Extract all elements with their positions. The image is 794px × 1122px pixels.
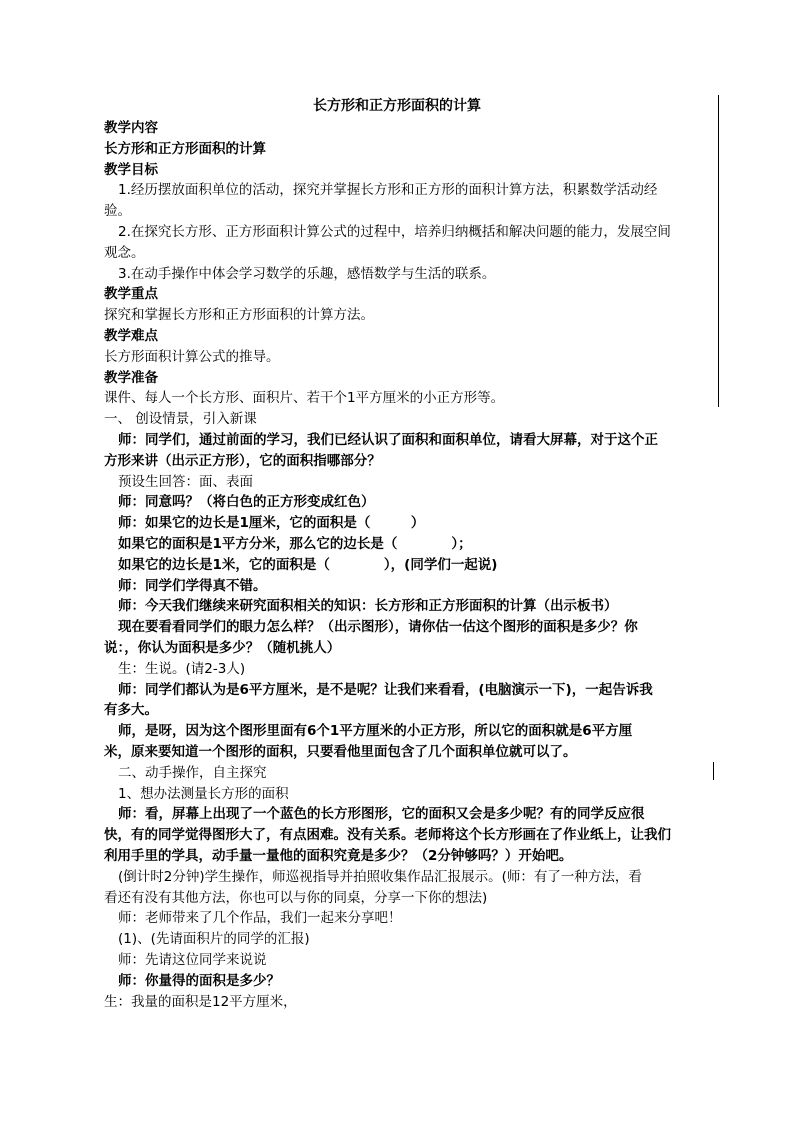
text-line: 方形来讲（出示正方形），它的面积指哪部分？ (104, 452, 381, 469)
document-title: 长方形和正方形面积的计算 (313, 98, 481, 114)
text-line: 利用手里的学具，动手量一量他的面积究竟是多少？（2分钟够吗？）开始吧。 (104, 848, 573, 864)
text-line: 二、动手操作，自主探究 (118, 764, 267, 781)
text-line: 预设生回答：面、表面 (118, 473, 253, 490)
text-line: 探究和掌握长方形和正方形面积的计算方法。 (104, 307, 374, 324)
text-line: 长方形面积计算公式的推导。 (104, 348, 280, 365)
text-line: 师：看，屏幕上出现了一个蓝色的长方形图形，它的面积又会是多少呢？有的同学反应很 (118, 806, 645, 823)
text-line: 验。 (104, 203, 131, 220)
text-line: 教学重点 (104, 286, 158, 303)
text-line: 1.经历摆放面积单位的活动，探究并掌握长方形和正方形的面积计算方法，积累数学活动经 (118, 182, 658, 199)
text-line: 师：同意吗？（将白色的正方形变成红色） (118, 494, 375, 511)
text-line: 现在要看看同学们的眼力怎么样？（出示图形），请你估一估这个图形的面积是多少？你 (118, 619, 638, 636)
text-line: 观念。 (104, 244, 145, 261)
text-line: 生：我量的面积是12平方厘米， (104, 993, 297, 1010)
text-line: 3.在动手操作中体会学习数学的乐趣，感悟数学与生活的联系。 (118, 265, 496, 282)
text-line: 师：今天我们继续来研究面积相关的知识：长方形和正方形面积的计算（出示板书） (118, 598, 618, 615)
text-line: 一、 创设情景，引入新课 (104, 411, 257, 428)
text-line: 教学难点 (104, 328, 158, 344)
text-line: 生：生说。(请2-3人) (118, 660, 246, 677)
text-line: 师：同学们都认为是6平方厘米，是不是呢？让我们来看看，(电脑演示一下)，一起告诉我 (118, 681, 653, 698)
text-line: (1)、(先请面积片的同学的汇报) (118, 931, 310, 948)
text-line: 如果它的面积是1平方分米，那么它的边长是（ ）； (118, 536, 472, 552)
text-line: 师，是呀，因为这个图形里面有6个1平方厘米的小正方形，所以它的面积就是6平方厘 (118, 723, 633, 740)
text-line: 课件、每人一个长方形、面积片、若干个1平方厘米的小正方形等。 (104, 390, 505, 407)
text-line: 如果它的边长是1米，它的面积是（ ），(同学们一起说) (118, 556, 498, 573)
text-line: 师：同学们学得真不错。 (118, 577, 267, 594)
text-line: 师：同学们，通过前面的学习，我们已经认识了面积和面积单位，请看大屏幕，对于这个正 (118, 432, 658, 448)
text-line: 师：你量得的面积是多少？ (118, 972, 280, 989)
text-line: (倒计时2分钟)学生操作，师巡视指导并拍照收集作品汇报展示。(师：有了一种方法，看 (118, 868, 642, 885)
text-line: 教学准备 (104, 369, 158, 386)
text-line: 说：，你认为面积是多少？（随机挑人） (104, 640, 341, 656)
text-line: 师：如果它的边长是1厘米，它的面积是（ ） (118, 515, 425, 532)
text-line: 师：老师带来了几个作品，我们一起来分享吧！ (118, 910, 402, 927)
text-line: 师：先请这位同学来说说 (118, 952, 267, 968)
margin-line (718, 95, 719, 407)
text-line: 长方形和正方形面积的计算 (104, 140, 266, 157)
text-line: 2.在探究长方形、正方形面积计算公式的过程中，培养归纳概括和解决问题的能力，发展空间 (118, 224, 671, 240)
text-line: 教学内容 (104, 120, 158, 136)
text-line: 教学目标 (104, 161, 158, 178)
text-line: 米，原来要知道一个图形的面积，只要看他里面包含了几个面积单位就可以了。 (104, 744, 577, 760)
text-line: 有多大。 (104, 702, 158, 719)
text-line: 看还有没有其他方法，你也可以与你的同桌，分享一下你的想法) (104, 889, 488, 906)
text-line: 1、想办法测量长方形的面积 (118, 785, 289, 802)
text-line: 快，有的同学觉得图形大了，有点困难。没有关系。老师将这个长方形画在了作业纸上，让我们 (104, 827, 671, 844)
